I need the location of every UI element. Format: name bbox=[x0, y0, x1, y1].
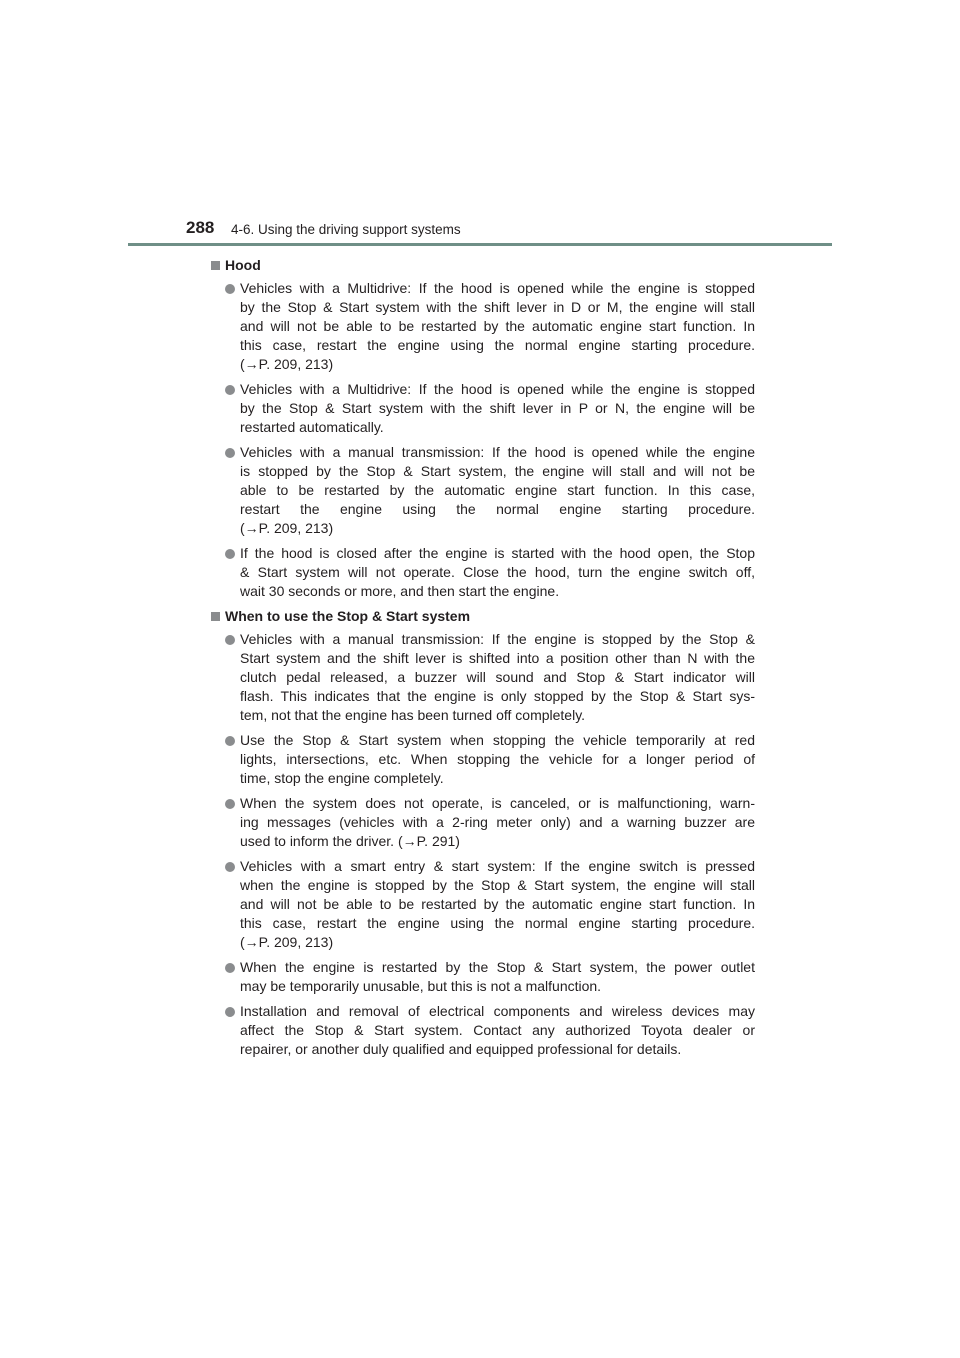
bullet-item bbox=[210, 544, 755, 601]
text-line: able to be restarted by the automatic engine start function. In this case, bbox=[240, 482, 755, 498]
text-line: may be temporarily unusable, but this is not a malfunction. bbox=[240, 978, 602, 994]
text-line: When the engine is restarted by the Stop & Start system, the power outlet bbox=[240, 959, 755, 975]
text-line: used to inform the driver. (→P. 291) bbox=[240, 833, 460, 849]
bullet-item bbox=[210, 794, 755, 851]
header-divider bbox=[128, 243, 832, 246]
square-bullet-icon bbox=[211, 261, 220, 270]
circle-bullet-icon bbox=[225, 448, 235, 458]
text-line: is stopped by the Stop & Start system, the engine will stall and will not be bbox=[240, 463, 755, 479]
circle-bullet-icon bbox=[225, 799, 235, 809]
text-line: this case, restart the engine using the normal engine starting procedure. bbox=[240, 915, 755, 931]
section-heading-text: When to use the Stop & Start system bbox=[225, 608, 471, 624]
circle-bullet-icon bbox=[225, 284, 235, 294]
text-line: (→P. 209, 213) bbox=[240, 356, 334, 372]
text-line: Installation and removal of electrical components and wireless devices may bbox=[240, 1003, 755, 1019]
section-title: 4-6. Using the driving support systems bbox=[231, 222, 461, 237]
text-line: clutch pedal released, a buzzer will sound and Stop & Start indicator will bbox=[240, 669, 755, 685]
text-line: Start system and the shift lever is shifted into a position other than N with the bbox=[240, 650, 755, 666]
section-heading bbox=[210, 256, 755, 275]
text-line: time, stop the engine completely. bbox=[240, 770, 444, 786]
circle-bullet-icon bbox=[225, 736, 235, 746]
circle-bullet-icon bbox=[225, 1007, 235, 1017]
text-line: and will not be able to be restarted by the automatic engine start function. In bbox=[240, 318, 755, 334]
text-line: and will not be able to be restarted by the automatic engine start function. In bbox=[240, 896, 755, 912]
bullet-item bbox=[210, 1002, 755, 1059]
text-line: affect the Stop & Start system. Contact any authorized Toyota dealer or bbox=[240, 1022, 755, 1038]
text-line: When the system does not operate, is canceled, or is malfunctioning, warn- bbox=[240, 795, 755, 811]
circle-bullet-icon bbox=[225, 963, 235, 973]
text-line: Vehicles with a manual transmission: If the engine is stopped by the Stop & bbox=[240, 631, 755, 647]
bullet-item bbox=[210, 279, 755, 374]
text-line: If the hood is closed after the engine is started with the hood open, the Stop bbox=[240, 545, 755, 561]
text-line: flash. This indicates that the engine is only stopped by the Stop & Start sys- bbox=[240, 688, 755, 704]
section-heading bbox=[210, 607, 755, 626]
text-line: (→P. 209, 213) bbox=[240, 520, 334, 536]
text-line: Vehicles with a Multidrive: If the hood is opened while the engine is stopped bbox=[240, 280, 755, 296]
section-heading-text: Hood bbox=[225, 257, 261, 273]
bullet-item bbox=[210, 380, 755, 437]
circle-bullet-icon bbox=[225, 862, 235, 872]
text-line: Use the Stop & Start system when stopping the vehicle temporarily at red bbox=[240, 732, 755, 748]
text-line: Vehicles with a Multidrive: If the hood is opened while the engine is stopped bbox=[240, 381, 755, 397]
circle-bullet-icon bbox=[225, 385, 235, 395]
text-line: Vehicles with a manual transmission: If the hood is opened while the engine bbox=[240, 444, 755, 460]
page-header bbox=[186, 218, 832, 246]
bullet-item bbox=[210, 443, 755, 538]
text-line: lights, intersections, etc. When stopping the vehicle for a longer period of bbox=[240, 751, 755, 767]
bullet-item bbox=[210, 958, 755, 996]
text-line: restart the engine using the normal engine starting procedure. bbox=[240, 501, 755, 517]
circle-bullet-icon bbox=[225, 635, 235, 645]
bullet-item bbox=[210, 630, 755, 725]
text-line: ing messages (vehicles with a 2-ring meter only) and a warning buzzer are bbox=[240, 814, 755, 830]
text-line: tem, not that the engine has been turned off completely. bbox=[240, 707, 586, 723]
bullet-item bbox=[210, 857, 755, 952]
text-line: wait 30 seconds or more, and then start the engine. bbox=[240, 583, 560, 599]
bullet-item bbox=[210, 731, 755, 788]
square-bullet-icon bbox=[211, 612, 220, 621]
text-line: repairer, or another duly qualified and equipped professional for details. bbox=[240, 1041, 682, 1057]
manual-body bbox=[210, 254, 755, 1065]
text-line: when the engine is stopped by the Stop & Start system, the engine will stall bbox=[240, 877, 755, 893]
text-line: (→P. 209, 213) bbox=[240, 934, 334, 950]
circle-bullet-icon bbox=[225, 549, 235, 559]
text-line: by the Stop & Start system with the shift lever in P or N, the engine will be bbox=[240, 400, 755, 416]
page-number: 288 bbox=[186, 218, 215, 237]
text-line: & Start system will not operate. Close the hood, turn the engine switch off, bbox=[240, 564, 755, 580]
text-line: by the Stop & Start system with the shift lever in D or M, the engine will stall bbox=[240, 299, 755, 315]
text-line: this case, restart the engine using the normal engine starting procedure. bbox=[240, 337, 755, 353]
text-line: restarted automatically. bbox=[240, 419, 384, 435]
text-line: Vehicles with a smart entry & start system: If the engine switch is pressed bbox=[240, 858, 755, 874]
